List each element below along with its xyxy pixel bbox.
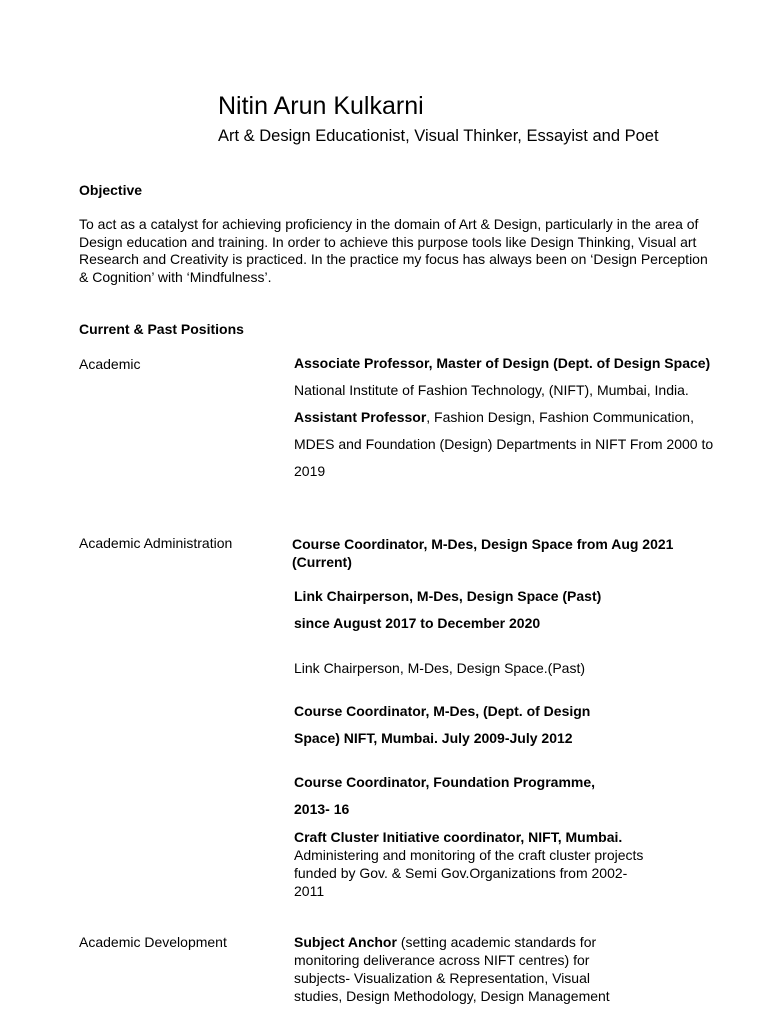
course-coordinator-2009: Course Coordinator, M-Des, (Dept. of Design Space) NIFT, Mumbai. July 2009-July 2012 (294, 703, 591, 746)
positions-heading: Current & Past Positions (79, 321, 244, 337)
academic-label: Academic (79, 356, 141, 372)
link-chairperson-past: Link Chairperson, M-Des, Design Space (Past) since August 2017 to December 2020 (294, 588, 602, 631)
assistant-professor-details: , Fashion Design, Fashion Communication, MDES and Foundation (Design) Departments in NIFT From 2000 to 2019 (294, 409, 714, 479)
subject-anchor-entry (294, 933, 639, 1005)
person-name: Nitin Arun Kulkarni (218, 92, 424, 120)
assistant-professor-entry (294, 404, 714, 485)
associate-professor-details: National Institute of Fashion Technology, (NIFT), Mumbai, India. (294, 382, 689, 398)
course-coordinator-current: Course Coordinator, M-Des, Design Space from Aug 2021 (Current) (292, 536, 674, 570)
subject-anchor-details: (setting academic standards for monitoring deliverance across NIFT centres) for subjects- Visualization & Representation, Visual studies, Design Methodology, Design Management (294, 934, 610, 1004)
craft-cluster-details: Administering and monitoring of the craft cluster projects funded by Gov. & Semi Gov.Organizations from 2002- 2011 (294, 847, 644, 899)
tagline: Art & Design Educationist, Visual Thinker, Essayist and Poet (218, 127, 659, 145)
development-label: Academic Development (79, 934, 227, 950)
craft-cluster-title: Craft Cluster Initiative coordinator, NIFT, Mumbai. (294, 829, 623, 845)
administration-label: Academic Administration (79, 535, 233, 551)
craft-cluster-entry (294, 828, 654, 900)
academic-entries (294, 350, 714, 485)
course-coordinator-foundation: Course Coordinator, Foundation Programme, 2013- 16 (294, 774, 596, 817)
objective-heading: Objective (79, 182, 143, 198)
associate-professor-entry (294, 350, 714, 404)
associate-professor-title: Associate Professor, Master of Design (Dept. of Design Space) (294, 355, 711, 371)
assistant-professor-title: Assistant Professor (294, 409, 427, 425)
link-chairperson-past-2: Link Chairperson, M-Des, Design Space.(Past) (294, 660, 586, 676)
subject-anchor-title: Subject Anchor (294, 934, 397, 950)
objective-text: To act as a catalyst for achieving proficiency in the domain of Art & Design, particularly in the area of Design education and training. In order to achieve this purpose tools like Design Thinking, Visual art Research and Creativity is practiced. In the practice my focus has always been on ‘Design Perception & Cognition’ with ‘Mindfulness’. (79, 216, 708, 285)
